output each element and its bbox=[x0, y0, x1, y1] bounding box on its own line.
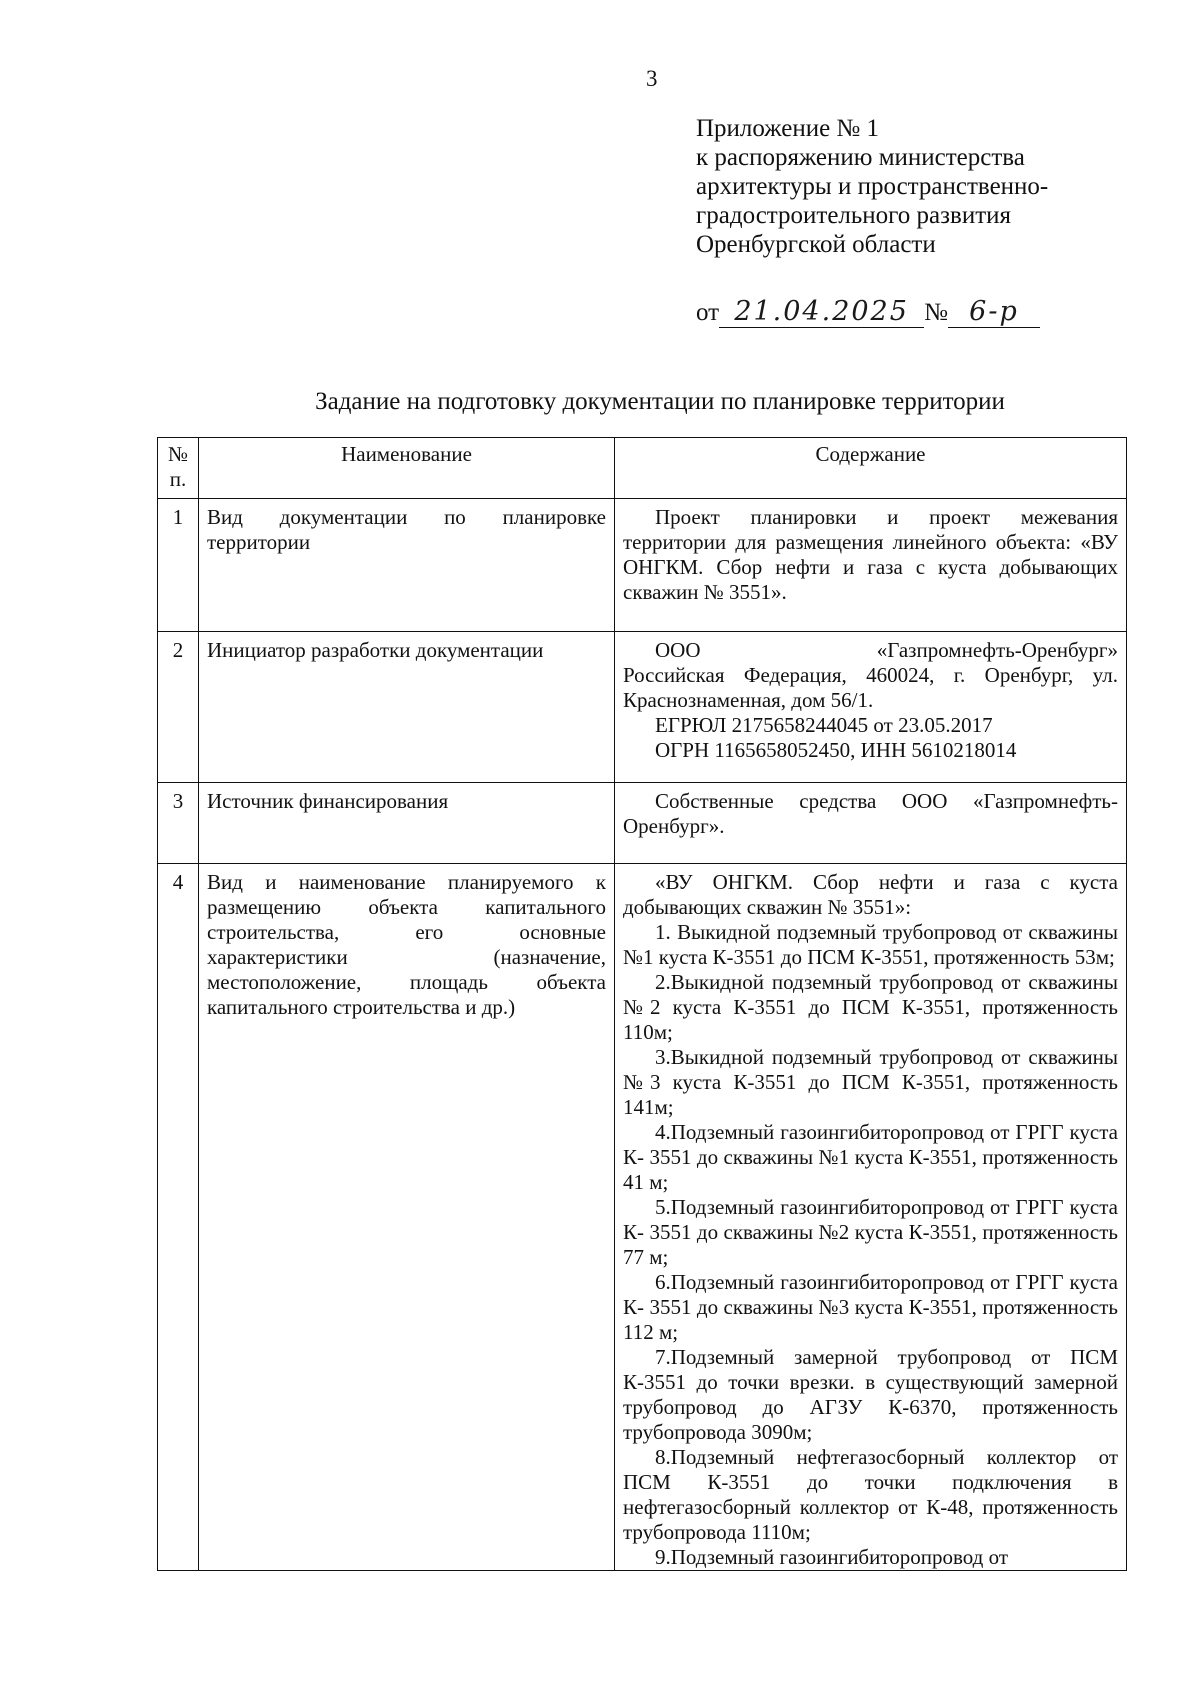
content-item: 3.Выкидной подземный трубопровод от скважины №3 куста К-3551 до ПСМ К-3551, протяженность 141м; bbox=[623, 1045, 1118, 1119]
appendix-header bbox=[696, 114, 1048, 259]
appendix-line: градостроительного развития bbox=[696, 202, 1012, 229]
appendix-line: архитектуры и пространственно- bbox=[696, 173, 1049, 200]
row-name: Вид и наименование планируемого к размещению объекта капитального строительства, его основные характеристики (назначение, местоположение, площадь объекта капитального строительства и др.) bbox=[199, 864, 615, 1571]
content-org-line bbox=[623, 638, 1118, 663]
row-content bbox=[615, 864, 1127, 1571]
content-org-b: «Газпромнефть-Оренбург» bbox=[876, 638, 1118, 662]
content-item: 5.Подземный газоингибиторопровод от ГРГГ куста К- 3551 до скважины №2 куста К-3551, протяженность 77 м; bbox=[623, 1195, 1118, 1269]
content-item: 8.Подземный нефтегазосборный коллектор от ПСМ К-3551 до точки подключения в нефтегазосборный коллектор от К-48, протяженность трубопровода 1110м; bbox=[623, 1445, 1118, 1544]
row-content bbox=[615, 632, 1127, 783]
handwritten-date: 21.04.2025 bbox=[719, 296, 924, 328]
row-content: Собственные средства ООО «Газпромнефть-Оренбург». bbox=[615, 783, 1127, 864]
header-num: № п. bbox=[158, 438, 199, 499]
table-row bbox=[158, 783, 1127, 864]
table-header-row bbox=[158, 438, 1127, 499]
content-org-a: ООО bbox=[655, 638, 701, 662]
appendix-line: Приложение № 1 bbox=[696, 115, 880, 142]
header-content: Содержание bbox=[615, 438, 1127, 499]
content-item: 2.Выкидной подземный трубопровод от скважины №2 куста К-3551 до ПСМ К-3551, протяженность 110м; bbox=[623, 970, 1118, 1044]
content-item: 6.Подземный газоингибиторопровод от ГРГГ куста К- 3551 до скважины №3 куста К-3551, протяженность 112 м; bbox=[623, 1270, 1118, 1344]
handwritten-number: 6-р bbox=[948, 296, 1040, 328]
table-row bbox=[158, 632, 1127, 783]
order-date-line bbox=[696, 296, 1040, 328]
number-prefix: № bbox=[924, 299, 948, 326]
row-name: Инициатор разработки документации bbox=[199, 632, 615, 783]
appendix-line: Оренбургской области bbox=[696, 231, 936, 258]
row-num: 2 bbox=[158, 632, 199, 783]
table-row bbox=[158, 499, 1127, 632]
content-address: Российская Федерация, 460024, г. Оренбург, ул. Краснознаменная, дом 56/1. bbox=[623, 663, 1118, 712]
task-table bbox=[157, 437, 1127, 1571]
row-name: Вид документации по планировке территории bbox=[199, 499, 615, 632]
row-content: Проект планировки и проект межевания территории для размещения линейного объекта: «ВУ ОНГКМ. Сбор нефти и газа с куста добывающих скважин № 3551». bbox=[615, 499, 1127, 632]
page-number: 3 bbox=[646, 66, 658, 91]
row-num: 1 bbox=[158, 499, 199, 632]
content-item: 1. Выкидной подземный трубопровод от скважины №1 куста К-3551 до ПСМ К-3551, протяженность 53м; bbox=[623, 920, 1118, 969]
content-item: «ВУ ОНГКМ. Сбор нефти и газа с куста добывающих скважин № 3551»: bbox=[623, 870, 1118, 919]
table-row bbox=[158, 864, 1127, 1571]
content-item: 4.Подземный газоингибиторопровод от ГРГГ куста К- 3551 до скважины №1 куста К-3551, протяженность 41 м; bbox=[623, 1120, 1118, 1194]
date-prefix: от bbox=[696, 299, 720, 326]
document-title: Задание на подготовку документации по планировке территории bbox=[315, 388, 1005, 415]
content-item: 7.Подземный замерной трубопровод от ПСМ К-3551 до точки врезки. в существующий замерной трубопровод до АГЗУ К-6370, протяженность трубопровода 3090м; bbox=[623, 1345, 1118, 1444]
row-num: 3 bbox=[158, 783, 199, 864]
row-name: Источник финансирования bbox=[199, 783, 615, 864]
row-num: 4 bbox=[158, 864, 199, 1571]
appendix-line: к распоряжению министерства bbox=[696, 144, 1025, 171]
content-item: 9.Подземный газоингибиторопровод от bbox=[655, 1545, 1008, 1569]
content-egrul: ЕГРЮЛ 2175658244045 от 23.05.2017 bbox=[655, 713, 993, 737]
header-name: Наименование bbox=[199, 438, 615, 499]
content-ogrn: ОГРН 1165658052450, ИНН 5610218014 bbox=[655, 738, 1017, 762]
